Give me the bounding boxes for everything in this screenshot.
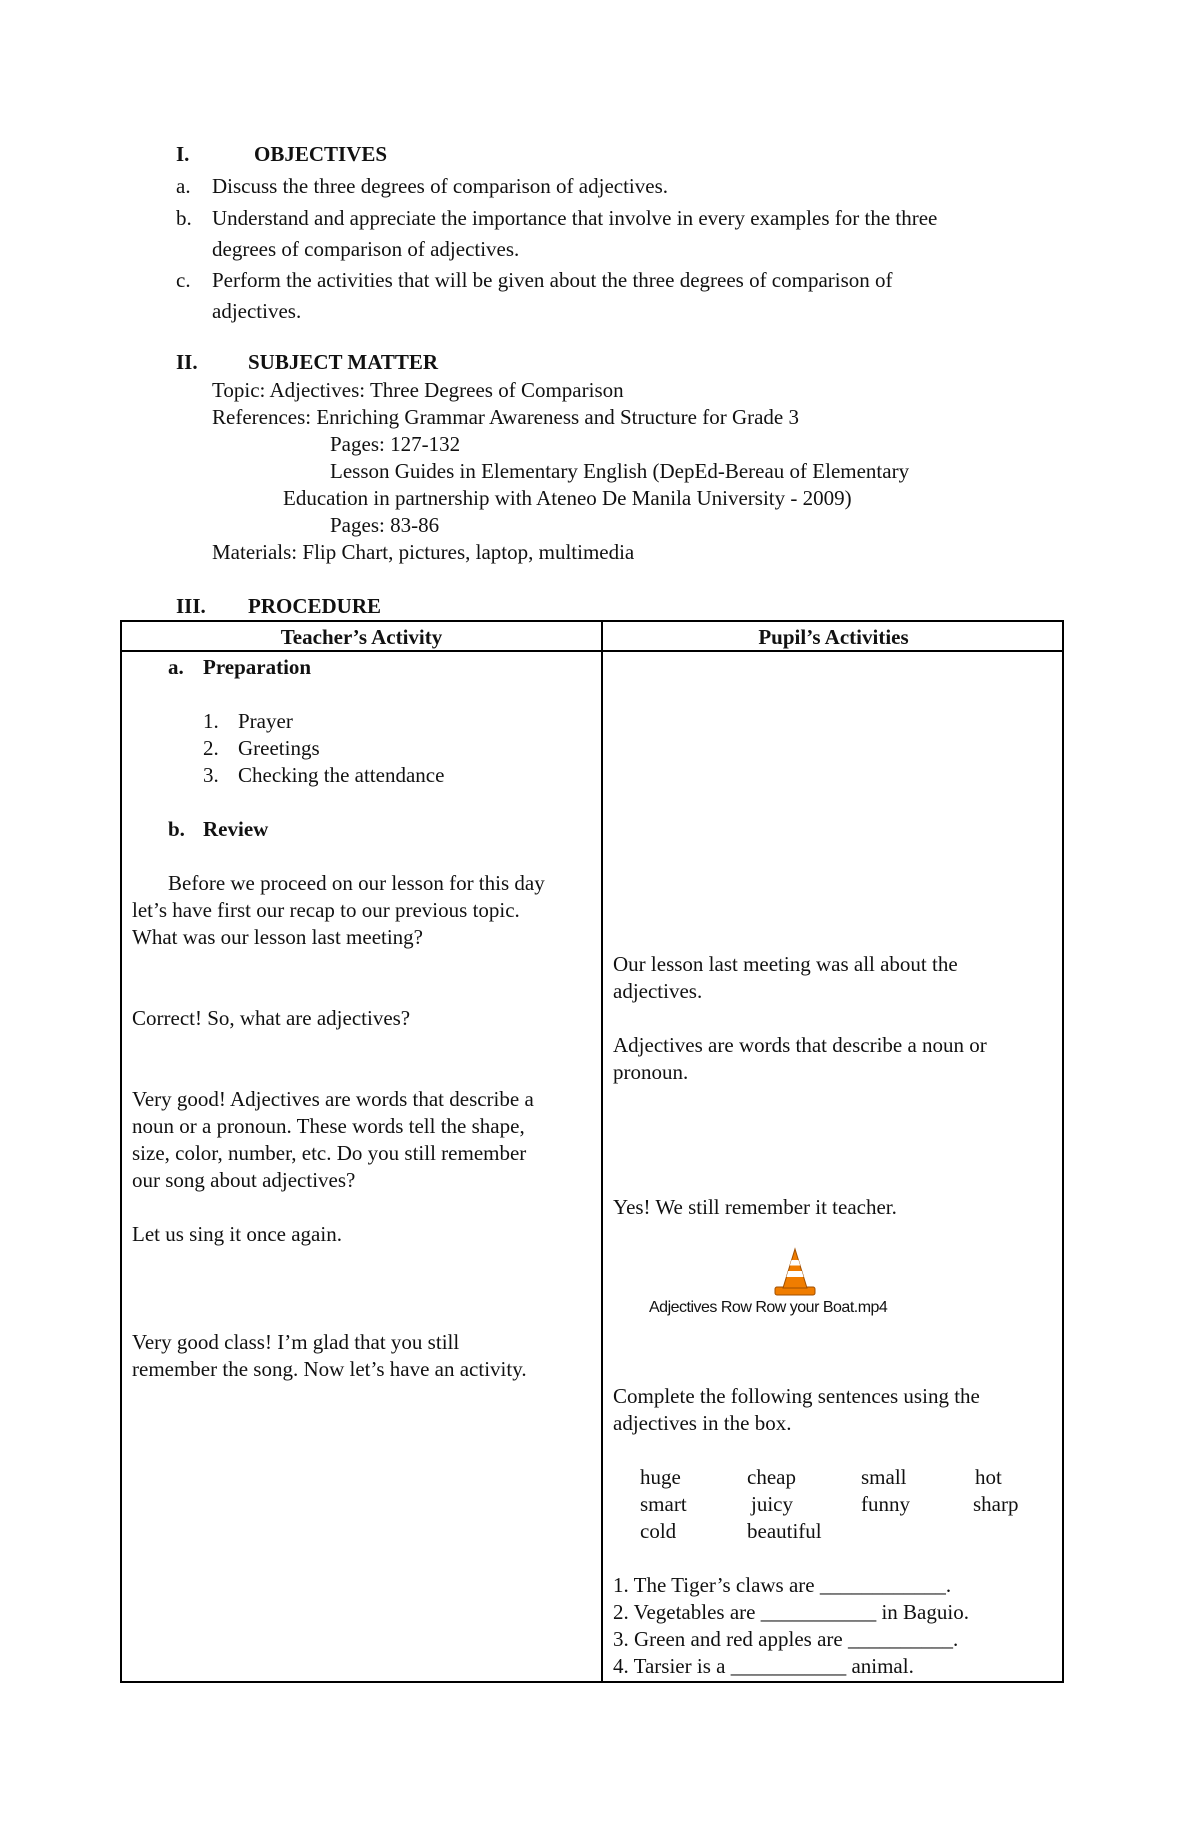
pupil-answer-2-line1: Adjectives are words that describe a noun or: [613, 1033, 987, 1057]
word-box-item: huge: [640, 1465, 681, 1489]
subject-matter-title: SUBJECT MATTER: [248, 350, 439, 374]
objective-b-marker: b.: [176, 206, 192, 230]
review-p3-line2: noun or a pronoun. These words tell the shape,: [132, 1114, 525, 1138]
subject-reference-2-line1: Lesson Guides in Elementary English (DepEd-Bereau of Elementary: [330, 459, 910, 483]
objectives-title: OBJECTIVES: [254, 142, 388, 166]
review-p5-line1: Very good class! I’m glad that you still: [132, 1330, 460, 1354]
prep-item-3-text: Checking the attendance: [238, 763, 445, 787]
pupil-answer-1-line1: Our lesson last meeting was all about the: [613, 952, 958, 976]
review-p1-line2: let’s have first our recap to our previous topic.: [132, 898, 520, 922]
pupil-answer-2-line2: pronoun.: [613, 1060, 689, 1084]
subject-references: References: Enriching Grammar Awareness and Structure for Grade 3: [212, 405, 800, 429]
subject-materials: Materials: Flip Chart, pictures, laptop, multimedia: [212, 540, 635, 564]
teacher-activity-cell: [122, 652, 601, 1682]
objectives-heading: [176, 142, 476, 170]
prep-item-2-text: Greetings: [238, 736, 320, 760]
objective-c-marker: c.: [176, 268, 191, 292]
procedure-table: [120, 620, 1064, 1683]
activity-sentence-1: 1. The Tiger’s claws are ____________.: [613, 1573, 952, 1597]
preparation-marker: a.: [168, 655, 184, 679]
objectives-number: I.: [176, 142, 190, 166]
activity-instructions-line2: adjectives in the box.: [613, 1411, 792, 1435]
review-p5-line2: remember the song. Now let’s have an activity.: [132, 1357, 527, 1381]
subject-reference-2-line2: Education in partnership with Ateneo De Manila University - 2009): [283, 486, 852, 510]
procedure-title: PROCEDURE: [248, 594, 382, 618]
word-box-item: juicy: [751, 1492, 793, 1516]
word-box-item: smart: [640, 1492, 687, 1516]
subject-matter-heading: [176, 350, 576, 378]
vlc-cone-icon: [773, 1247, 817, 1297]
prep-item-1-marker: 1.: [203, 709, 219, 733]
review-p3-line1: Very good! Adjectives are words that describe a: [132, 1087, 534, 1111]
word-box-item: beautiful: [747, 1519, 822, 1543]
pupil-answer-3-line1: Yes! We still remember it teacher.: [613, 1195, 897, 1219]
procedure-number: III.: [176, 594, 206, 618]
activity-instructions-line1: Complete the following sentences using the: [613, 1384, 980, 1408]
activity-sentence-2: 2. Vegetables are ___________ in Baguio.: [613, 1600, 969, 1624]
objective-c-text-line1: Perform the activities that will be given about the three degrees of comparison of: [212, 268, 893, 292]
subject-pages-1: Pages: 127-132: [330, 432, 461, 456]
video-embed[interactable]: [633, 1247, 933, 1327]
review-p4-line1: Let us sing it once again.: [132, 1222, 342, 1246]
subject-topic: Topic: Adjectives: Three Degrees of Comparison: [212, 378, 624, 402]
prep-item-3-marker: 3.: [203, 763, 219, 787]
review-title: Review: [203, 817, 269, 841]
word-box-item: cold: [640, 1519, 677, 1543]
prep-item-2-marker: 2.: [203, 736, 219, 760]
objective-c-text-line2: adjectives.: [212, 299, 302, 323]
review-p1-line3: What was our lesson last meeting?: [132, 925, 424, 949]
objective-a-text: Discuss the three degrees of comparison of adjectives.: [212, 174, 669, 198]
preparation-title: Preparation: [203, 655, 312, 679]
review-p1-line1: Before we proceed on our lesson for this day: [168, 871, 545, 895]
pupil-column-header: Pupil’s Activities: [758, 625, 909, 649]
review-marker: b.: [168, 817, 185, 841]
word-box-item: hot: [975, 1465, 1002, 1489]
teacher-column-header: Teacher’s Activity: [280, 625, 443, 649]
prep-item-1-text: Prayer: [238, 709, 293, 733]
activity-sentence-3: 3. Green and red apples are __________.: [613, 1627, 959, 1651]
word-box-item: funny: [861, 1492, 910, 1516]
word-box-item: small: [861, 1465, 907, 1489]
word-box-item: cheap: [747, 1465, 796, 1489]
subject-matter-number: II.: [176, 350, 198, 374]
review-p3-line4: our song about adjectives?: [132, 1168, 356, 1192]
procedure-heading: [176, 594, 576, 622]
word-box-item: sharp: [973, 1492, 1019, 1516]
review-p3-line3: size, color, number, etc. Do you still remember: [132, 1141, 527, 1165]
video-file-name[interactable]: Adjectives Row Row your Boat.mp4: [649, 1299, 888, 1316]
objective-a-marker: a.: [176, 174, 191, 198]
objective-b-text-line2: degrees of comparison of adjectives.: [212, 237, 520, 261]
review-p2-line1: Correct! So, what are adjectives?: [132, 1006, 411, 1030]
pupil-activity-cell: [603, 652, 1064, 1682]
pupil-answer-1-line2: adjectives.: [613, 979, 703, 1003]
activity-sentence-4: 4. Tarsier is a ___________ animal.: [613, 1654, 914, 1678]
subject-pages-2: Pages: 83-86: [330, 513, 440, 537]
objective-b-text-line1: Understand and appreciate the importance that involve in every examples for the three: [212, 206, 938, 230]
